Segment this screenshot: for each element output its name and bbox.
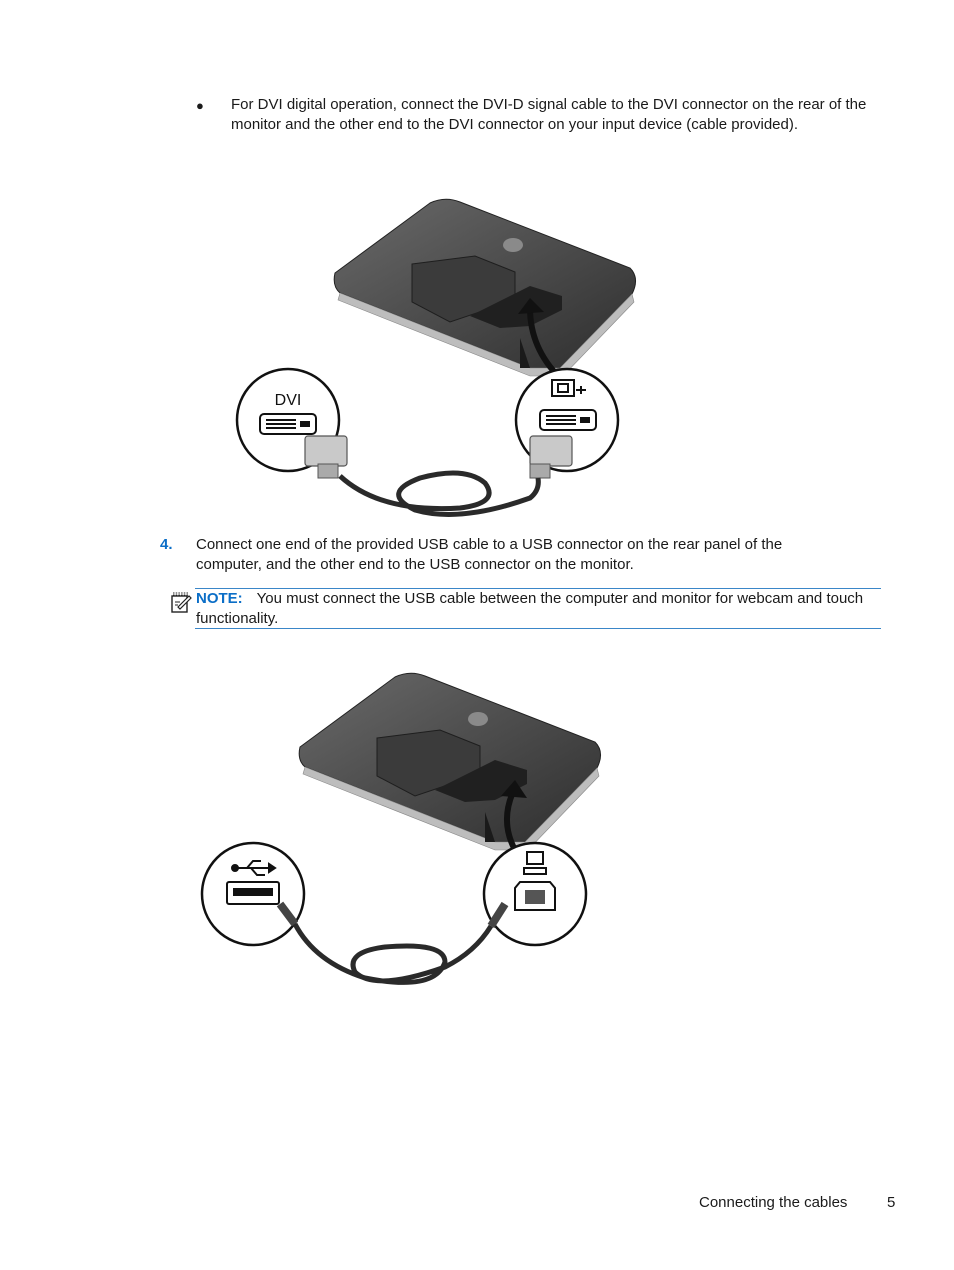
dvi-cable xyxy=(340,473,538,514)
hp-logo-icon xyxy=(503,238,523,252)
step-number: 4. xyxy=(160,536,173,553)
note-body: You must connect the USB cable between the computer and monitor for webcam and touch functionality. xyxy=(196,590,864,627)
monitor-rear-image xyxy=(334,199,635,376)
hp-logo-icon xyxy=(468,712,488,726)
usb-connection-illustration xyxy=(195,672,615,994)
dvi-port-label: DVI xyxy=(274,392,302,409)
footer-section-title: Connecting the cables xyxy=(699,1194,848,1211)
bullet-symbol: ● xyxy=(196,98,204,113)
dvi-connection-illustration xyxy=(230,198,650,520)
dvi-plug-left xyxy=(305,436,347,478)
note-text xyxy=(196,589,880,628)
step-text: Connect one end of the provided USB cable to a USB connector on the rear panel of the computer, and the other end to the USB connector on the monitor. xyxy=(196,536,783,573)
bullet-text: For DVI digital operation, connect the DVI-D signal cable to the DVI connector on the rear of the monitor and the other end to the DVI connector on your input device (cable provided). xyxy=(231,96,867,133)
note-label: NOTE: xyxy=(196,590,243,607)
monitor-rear-image xyxy=(299,673,600,850)
usb-cable xyxy=(295,924,491,982)
footer-page-number: 5 xyxy=(887,1194,896,1211)
note-icon xyxy=(170,590,192,614)
